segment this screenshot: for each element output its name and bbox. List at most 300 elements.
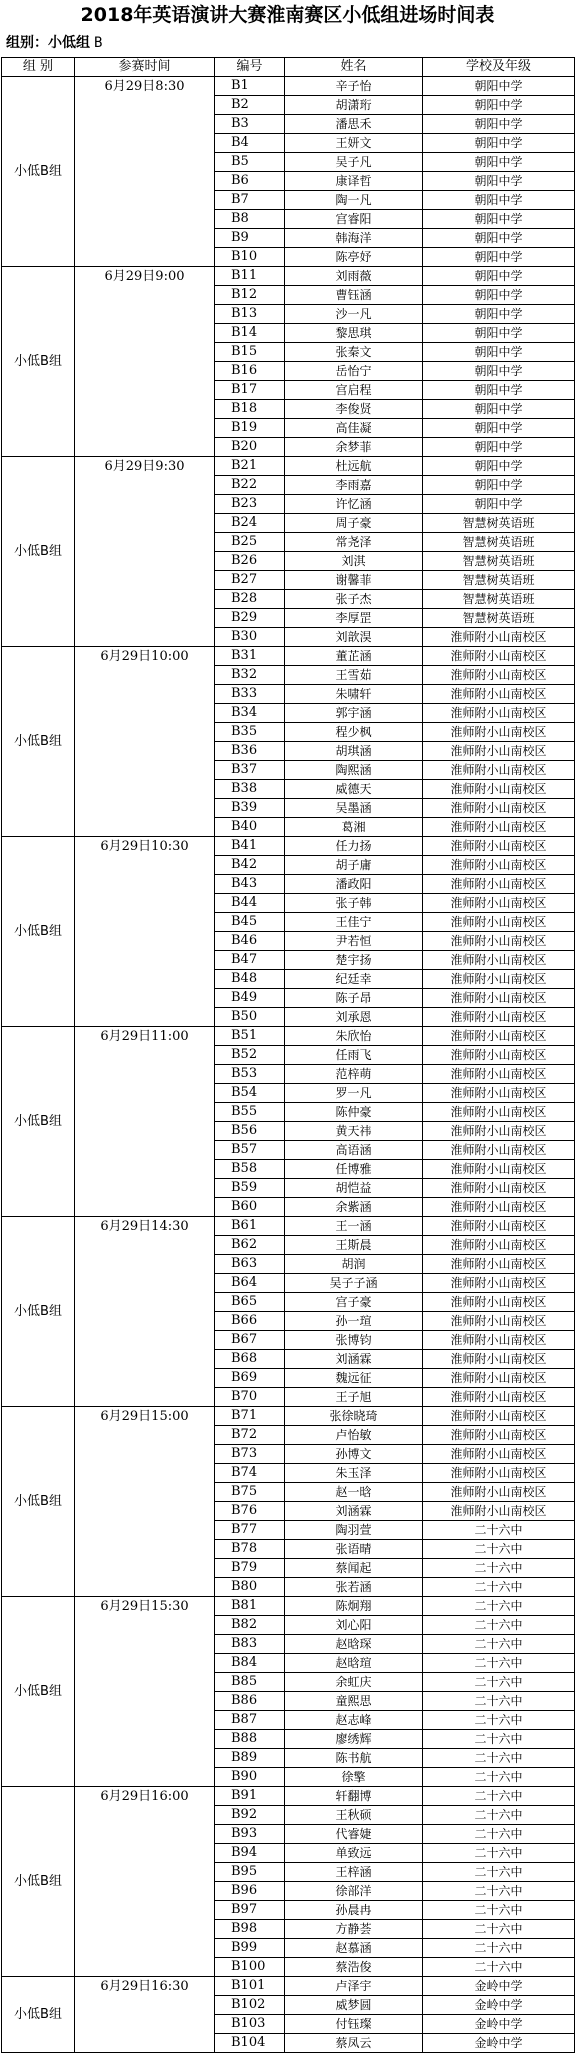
name-cell: 辛子怡 (285, 77, 423, 96)
name-cell: 郭宇涵 (285, 704, 423, 723)
code-cell: B103 (215, 2015, 285, 2034)
name-cell: 廖绣辉 (285, 1730, 423, 1749)
school-cell: 淮师附小山南校区 (423, 666, 575, 685)
name-cell: 胡潇珩 (285, 96, 423, 115)
code-cell: B56 (215, 1122, 285, 1141)
school-cell: 淮师附小山南校区 (423, 1445, 575, 1464)
code-cell: B3 (215, 115, 285, 134)
code-cell: B99 (215, 1939, 285, 1958)
name-cell: 赵晗瑄 (285, 1654, 423, 1673)
code-cell: B74 (215, 1464, 285, 1483)
school-cell: 智慧树英语班 (423, 514, 575, 533)
school-cell: 淮师附小山南校区 (423, 837, 575, 856)
code-cell: B86 (215, 1692, 285, 1711)
name-cell: 宫睿阳 (285, 210, 423, 229)
header-school: 学校及年级 (423, 58, 575, 77)
name-cell: 黎思琪 (285, 324, 423, 343)
table-header-row (2, 58, 575, 77)
school-cell: 朝阳中学 (423, 495, 575, 514)
code-cell: B62 (215, 1236, 285, 1255)
school-cell: 淮师附小山南校区 (423, 704, 575, 723)
code-cell: B26 (215, 552, 285, 571)
school-cell: 二十六中 (423, 1654, 575, 1673)
code-cell: B8 (215, 210, 285, 229)
school-cell: 二十六中 (423, 1768, 575, 1787)
code-cell: B100 (215, 1958, 285, 1977)
school-cell: 二十六中 (423, 1920, 575, 1939)
school-cell: 淮师附小山南校区 (423, 1331, 575, 1350)
code-cell: B85 (215, 1673, 285, 1692)
code-cell: B29 (215, 609, 285, 628)
school-cell: 淮师附小山南校区 (423, 685, 575, 704)
name-cell: 蔡闻起 (285, 1559, 423, 1578)
name-cell: 纪廷幸 (285, 970, 423, 989)
code-cell: B69 (215, 1369, 285, 1388)
code-cell: B76 (215, 1502, 285, 1521)
name-cell: 刘雨薇 (285, 267, 423, 286)
name-cell: 胡琪涵 (285, 742, 423, 761)
school-cell: 朝阳中学 (423, 438, 575, 457)
code-cell: B39 (215, 799, 285, 818)
code-cell: B17 (215, 381, 285, 400)
name-cell: 高语涵 (285, 1141, 423, 1160)
group-filter-value: B (94, 35, 103, 51)
name-cell: 徐擎 (285, 1768, 423, 1787)
table-row (2, 647, 575, 666)
name-cell: 宫启程 (285, 381, 423, 400)
header-time: 参赛时间 (75, 58, 215, 77)
time-cell: 6月29日14:30 (75, 1217, 215, 1407)
name-cell: 张秦文 (285, 343, 423, 362)
table-row (2, 1787, 575, 1806)
school-cell: 朝阳中学 (423, 191, 575, 210)
code-cell: B47 (215, 951, 285, 970)
school-cell: 朝阳中学 (423, 476, 575, 495)
school-cell: 二十六中 (423, 1597, 575, 1616)
name-cell: 赵一晗 (285, 1483, 423, 1502)
table-row (2, 77, 575, 96)
school-cell: 金岭中学 (423, 1977, 575, 1996)
name-cell: 任力扬 (285, 837, 423, 856)
name-cell: 楚宇扬 (285, 951, 423, 970)
code-cell: B50 (215, 1008, 285, 1027)
school-cell: 淮师附小山南校区 (423, 1426, 575, 1445)
school-cell: 二十六中 (423, 1749, 575, 1768)
school-cell: 朝阳中学 (423, 134, 575, 153)
code-cell: B93 (215, 1825, 285, 1844)
code-cell: B75 (215, 1483, 285, 1502)
header-name: 姓名 (285, 58, 423, 77)
school-cell: 金岭中学 (423, 2034, 575, 2053)
code-cell: B57 (215, 1141, 285, 1160)
code-cell: B70 (215, 1388, 285, 1407)
school-cell: 淮师附小山南校区 (423, 1141, 575, 1160)
code-cell: B13 (215, 305, 285, 324)
name-cell: 任雨飞 (285, 1046, 423, 1065)
header-group: 组 别 (2, 58, 75, 77)
time-cell: 6月29日15:00 (75, 1407, 215, 1597)
name-cell: 张子杰 (285, 590, 423, 609)
table-row (2, 457, 575, 476)
school-cell: 淮师附小山南校区 (423, 780, 575, 799)
code-cell: B6 (215, 172, 285, 191)
name-cell: 刘涵霖 (285, 1502, 423, 1521)
school-cell: 二十六中 (423, 1806, 575, 1825)
name-cell: 代睿婕 (285, 1825, 423, 1844)
name-cell: 胡恺益 (285, 1179, 423, 1198)
name-cell: 胡子庸 (285, 856, 423, 875)
name-cell: 卢怡敏 (285, 1426, 423, 1445)
school-cell: 淮师附小山南校区 (423, 1350, 575, 1369)
time-cell: 6月29日15:30 (75, 1597, 215, 1787)
school-cell: 朝阳中学 (423, 172, 575, 191)
name-cell: 赵志峰 (285, 1711, 423, 1730)
school-cell: 朝阳中学 (423, 362, 575, 381)
school-cell: 淮师附小山南校区 (423, 799, 575, 818)
name-cell: 刘心阳 (285, 1616, 423, 1635)
school-cell: 淮师附小山南校区 (423, 1255, 575, 1274)
school-cell: 淮师附小山南校区 (423, 1502, 575, 1521)
code-cell: B24 (215, 514, 285, 533)
name-cell: 范梓萌 (285, 1065, 423, 1084)
name-cell: 余梦菲 (285, 438, 423, 457)
code-cell: B90 (215, 1768, 285, 1787)
code-cell: B21 (215, 457, 285, 476)
school-cell: 二十六中 (423, 1939, 575, 1958)
code-cell: B49 (215, 989, 285, 1008)
group-filter (6, 32, 102, 54)
school-cell: 二十六中 (423, 1578, 575, 1597)
code-cell: B68 (215, 1350, 285, 1369)
name-cell: 陶羽萱 (285, 1521, 423, 1540)
code-cell: B94 (215, 1844, 285, 1863)
time-cell: 6月29日11:00 (75, 1027, 215, 1217)
name-cell: 张博钧 (285, 1331, 423, 1350)
code-cell: B41 (215, 837, 285, 856)
time-cell: 6月29日16:00 (75, 1787, 215, 1977)
name-cell: 曹钰涵 (285, 286, 423, 305)
group-cell: 小低B组 (2, 457, 75, 647)
school-cell: 淮师附小山南校区 (423, 1483, 575, 1502)
name-cell: 王妍文 (285, 134, 423, 153)
code-cell: B67 (215, 1331, 285, 1350)
school-cell: 二十六中 (423, 1711, 575, 1730)
code-cell: B35 (215, 723, 285, 742)
school-cell: 淮师附小山南校区 (423, 913, 575, 932)
school-cell: 朝阳中学 (423, 229, 575, 248)
name-cell: 吴子子涵 (285, 1274, 423, 1293)
school-cell: 淮师附小山南校区 (423, 894, 575, 913)
school-cell: 金岭中学 (423, 1996, 575, 2015)
name-cell: 董芷涵 (285, 647, 423, 666)
code-cell: B20 (215, 438, 285, 457)
name-cell: 陶熙涵 (285, 761, 423, 780)
school-cell: 金岭中学 (423, 2015, 575, 2034)
name-cell: 威德天 (285, 780, 423, 799)
school-cell: 淮师附小山南校区 (423, 1217, 575, 1236)
school-cell: 二十六中 (423, 1901, 575, 1920)
name-cell: 王子旭 (285, 1388, 423, 1407)
time-cell: 6月29日9:30 (75, 457, 215, 647)
name-cell: 孙晨冉 (285, 1901, 423, 1920)
name-cell: 杜远航 (285, 457, 423, 476)
name-cell: 卢泽宇 (285, 1977, 423, 1996)
table-row (2, 1597, 575, 1616)
name-cell: 陶一凡 (285, 191, 423, 210)
school-cell: 淮师附小山南校区 (423, 1464, 575, 1483)
school-cell: 二十六中 (423, 1673, 575, 1692)
code-cell: B2 (215, 96, 285, 115)
code-cell: B22 (215, 476, 285, 495)
code-cell: B79 (215, 1559, 285, 1578)
code-cell: B54 (215, 1084, 285, 1103)
name-cell: 高佳凝 (285, 419, 423, 438)
school-cell: 二十六中 (423, 1692, 575, 1711)
name-cell: 蔡凤云 (285, 2034, 423, 2053)
code-cell: B77 (215, 1521, 285, 1540)
school-cell: 朝阳中学 (423, 77, 575, 96)
school-cell: 淮师附小山南校区 (423, 742, 575, 761)
code-cell: B1 (215, 77, 285, 96)
school-cell: 二十六中 (423, 1825, 575, 1844)
code-cell: B18 (215, 400, 285, 419)
code-cell: B51 (215, 1027, 285, 1046)
table-row (2, 1217, 575, 1236)
code-cell: B44 (215, 894, 285, 913)
code-cell: B89 (215, 1749, 285, 1768)
name-cell: 任博雅 (285, 1160, 423, 1179)
name-cell: 李厚罡 (285, 609, 423, 628)
code-cell: B72 (215, 1426, 285, 1445)
school-cell: 二十六中 (423, 1958, 575, 1977)
code-cell: B52 (215, 1046, 285, 1065)
name-cell: 陈书航 (285, 1749, 423, 1768)
code-cell: B31 (215, 647, 285, 666)
school-cell: 二十六中 (423, 1730, 575, 1749)
name-cell: 张子韩 (285, 894, 423, 913)
code-cell: B48 (215, 970, 285, 989)
name-cell: 王斯晨 (285, 1236, 423, 1255)
name-cell: 李俊贤 (285, 400, 423, 419)
code-cell: B42 (215, 856, 285, 875)
school-cell: 朝阳中学 (423, 96, 575, 115)
code-cell: B87 (215, 1711, 285, 1730)
name-cell: 王梓涵 (285, 1863, 423, 1882)
code-cell: B10 (215, 248, 285, 267)
code-cell: B53 (215, 1065, 285, 1084)
code-cell: B98 (215, 1920, 285, 1939)
school-cell: 淮师附小山南校区 (423, 1046, 575, 1065)
name-cell: 康译哲 (285, 172, 423, 191)
name-cell: 黄天祎 (285, 1122, 423, 1141)
name-cell: 魏远征 (285, 1369, 423, 1388)
code-cell: B81 (215, 1597, 285, 1616)
name-cell: 陈亭妤 (285, 248, 423, 267)
school-cell: 淮师附小山南校区 (423, 1160, 575, 1179)
code-cell: B46 (215, 932, 285, 951)
school-cell: 二十六中 (423, 1559, 575, 1578)
name-cell: 张徐晓琦 (285, 1407, 423, 1426)
name-cell: 宫子豪 (285, 1293, 423, 1312)
code-cell: B83 (215, 1635, 285, 1654)
school-cell: 淮师附小山南校区 (423, 1388, 575, 1407)
name-cell: 胡润 (285, 1255, 423, 1274)
code-cell: B33 (215, 685, 285, 704)
code-cell: B91 (215, 1787, 285, 1806)
table-row (2, 1407, 575, 1426)
code-cell: B34 (215, 704, 285, 723)
code-cell: B43 (215, 875, 285, 894)
name-cell: 王秋硕 (285, 1806, 423, 1825)
code-cell: B80 (215, 1578, 285, 1597)
school-cell: 淮师附小山南校区 (423, 951, 575, 970)
name-cell: 单致远 (285, 1844, 423, 1863)
school-cell: 朝阳中学 (423, 457, 575, 476)
school-cell: 淮师附小山南校区 (423, 1103, 575, 1122)
school-cell: 淮师附小山南校区 (423, 1008, 575, 1027)
code-cell: B40 (215, 818, 285, 837)
name-cell: 徐部洋 (285, 1882, 423, 1901)
name-cell: 刘涵霖 (285, 1350, 423, 1369)
name-cell: 刘承恩 (285, 1008, 423, 1027)
name-cell: 韩海洋 (285, 229, 423, 248)
code-cell: B37 (215, 761, 285, 780)
page-title: 2018年英语演讲大赛淮南赛区小低组进场时间表 (80, 4, 495, 26)
school-cell: 朝阳中学 (423, 419, 575, 438)
school-cell: 淮师附小山南校区 (423, 723, 575, 742)
school-cell: 淮师附小山南校区 (423, 1293, 575, 1312)
school-cell: 朝阳中学 (423, 324, 575, 343)
school-cell: 二十六中 (423, 1521, 575, 1540)
name-cell: 陈子昂 (285, 989, 423, 1008)
name-cell: 罗一凡 (285, 1084, 423, 1103)
name-cell: 尹若恒 (285, 932, 423, 951)
table-row (2, 267, 575, 286)
group-cell: 小低B组 (2, 1027, 75, 1217)
code-cell: B11 (215, 267, 285, 286)
school-cell: 二十六中 (423, 1540, 575, 1559)
school-cell: 淮师附小山南校区 (423, 1027, 575, 1046)
name-cell: 王雪茹 (285, 666, 423, 685)
code-cell: B101 (215, 1977, 285, 1996)
table-row (2, 1027, 575, 1046)
name-cell: 陈仲豪 (285, 1103, 423, 1122)
code-cell: B9 (215, 229, 285, 248)
name-cell: 余虹庆 (285, 1673, 423, 1692)
name-cell: 张若涵 (285, 1578, 423, 1597)
name-cell: 潘思禾 (285, 115, 423, 134)
time-cell: 6月29日10:00 (75, 647, 215, 837)
code-cell: B32 (215, 666, 285, 685)
name-cell: 吴子凡 (285, 153, 423, 172)
time-cell: 6月29日10:30 (75, 837, 215, 1027)
school-cell: 朝阳中学 (423, 248, 575, 267)
name-cell: 李雨嘉 (285, 476, 423, 495)
code-cell: B55 (215, 1103, 285, 1122)
time-cell: 6月29日8:30 (75, 77, 215, 267)
name-cell: 轩翻博 (285, 1787, 423, 1806)
name-cell: 孙一瑄 (285, 1312, 423, 1331)
school-cell: 淮师附小山南校区 (423, 1274, 575, 1293)
group-cell: 小低B组 (2, 1407, 75, 1597)
code-cell: B12 (215, 286, 285, 305)
code-cell: B14 (215, 324, 285, 343)
name-cell: 赵晗琛 (285, 1635, 423, 1654)
name-cell: 孙博文 (285, 1445, 423, 1464)
table-row (2, 837, 575, 856)
school-cell: 淮师附小山南校区 (423, 1236, 575, 1255)
code-cell: B104 (215, 2034, 285, 2053)
group-cell: 小低B组 (2, 1597, 75, 1787)
name-cell: 常尧泽 (285, 533, 423, 552)
code-cell: B92 (215, 1806, 285, 1825)
school-cell: 淮师附小山南校区 (423, 970, 575, 989)
code-cell: B95 (215, 1863, 285, 1882)
name-cell: 许忆涵 (285, 495, 423, 514)
code-cell: B78 (215, 1540, 285, 1559)
time-cell: 6月29日9:00 (75, 267, 215, 457)
school-cell: 淮师附小山南校区 (423, 1122, 575, 1141)
name-cell: 蔡浩俊 (285, 1958, 423, 1977)
code-cell: B27 (215, 571, 285, 590)
name-cell: 周子豪 (285, 514, 423, 533)
code-cell: B64 (215, 1274, 285, 1293)
name-cell: 刘歆淏 (285, 628, 423, 647)
code-cell: B28 (215, 590, 285, 609)
name-cell: 吴墨涵 (285, 799, 423, 818)
name-cell: 王佳宁 (285, 913, 423, 932)
school-cell: 淮师附小山南校区 (423, 1065, 575, 1084)
code-cell: B102 (215, 1996, 285, 2015)
name-cell: 付钰璨 (285, 2015, 423, 2034)
group-cell: 小低B组 (2, 647, 75, 837)
group-filter-label: 组别：小低组 (6, 35, 90, 51)
school-cell: 淮师附小山南校区 (423, 1407, 575, 1426)
code-cell: B97 (215, 1901, 285, 1920)
name-cell: 潘政阳 (285, 875, 423, 894)
school-cell: 淮师附小山南校区 (423, 1369, 575, 1388)
school-cell: 淮师附小山南校区 (423, 856, 575, 875)
school-cell: 朝阳中学 (423, 381, 575, 400)
code-cell: B23 (215, 495, 285, 514)
code-cell: B63 (215, 1255, 285, 1274)
school-cell: 淮师附小山南校区 (423, 628, 575, 647)
time-cell: 6月29日16:30 (75, 1977, 215, 2053)
school-cell: 朝阳中学 (423, 286, 575, 305)
code-cell: B82 (215, 1616, 285, 1635)
school-cell: 朝阳中学 (423, 153, 575, 172)
code-cell: B61 (215, 1217, 285, 1236)
code-cell: B59 (215, 1179, 285, 1198)
school-cell: 二十六中 (423, 1882, 575, 1901)
school-cell: 淮师附小山南校区 (423, 647, 575, 666)
name-cell: 葛湘 (285, 818, 423, 837)
name-cell: 张语晴 (285, 1540, 423, 1559)
code-cell: B30 (215, 628, 285, 647)
school-cell: 二十六中 (423, 1616, 575, 1635)
code-cell: B60 (215, 1198, 285, 1217)
school-cell: 朝阳中学 (423, 267, 575, 286)
code-cell: B25 (215, 533, 285, 552)
school-cell: 淮师附小山南校区 (423, 875, 575, 894)
code-cell: B71 (215, 1407, 285, 1426)
name-cell: 刘淇 (285, 552, 423, 571)
table-row (2, 1977, 575, 1996)
name-cell: 赵慕涵 (285, 1939, 423, 1958)
school-cell: 淮师附小山南校区 (423, 1312, 575, 1331)
school-cell: 智慧树英语班 (423, 590, 575, 609)
group-cell: 小低B组 (2, 77, 75, 267)
